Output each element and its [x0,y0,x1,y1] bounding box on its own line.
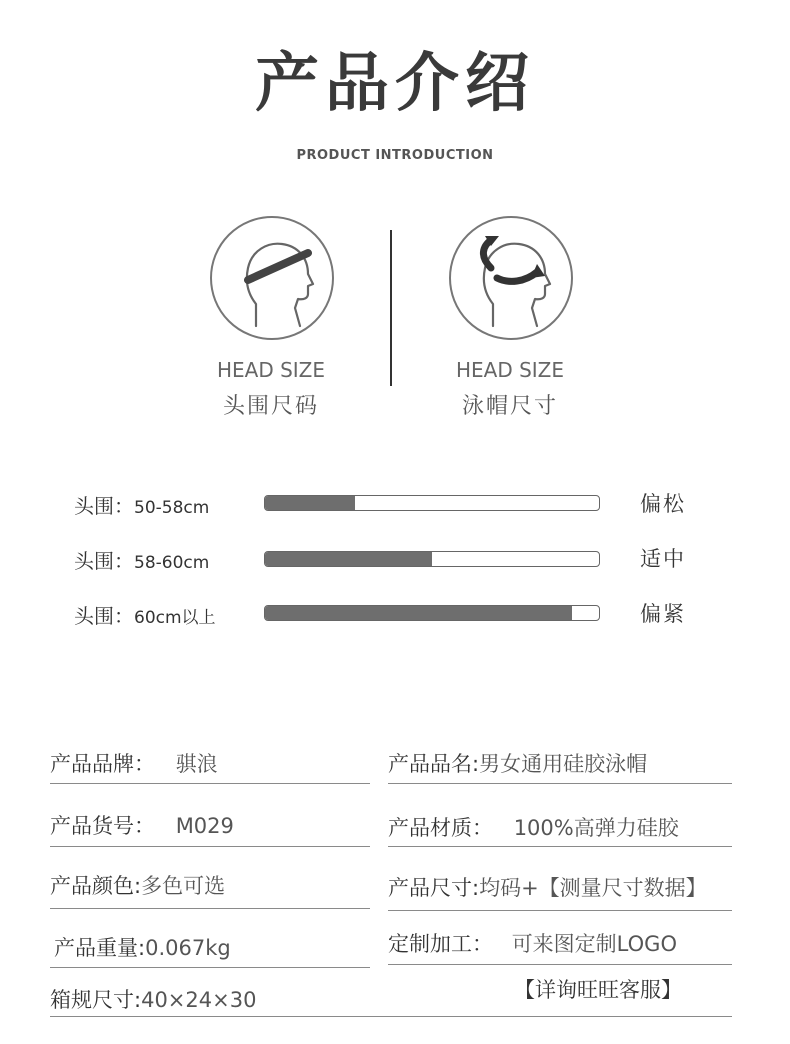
spec-size [388,872,707,902]
rule [50,783,370,784]
icon-2-title-cn: 泳帽尺寸 [461,394,558,419]
rule [388,910,732,911]
size-row-1-label [74,490,209,519]
spec-sku [50,810,234,840]
icon-2-title-en: HEAD SIZE [455,358,565,382]
spec-brand-value: 骐浪 [175,752,218,776]
size-row-1-fill [265,496,355,510]
spec-sku-value: M029 [175,814,234,838]
spec-size-label: 产品尺寸: [388,876,480,900]
spec-name-value: 男女通用硅胶泳帽 [479,752,648,776]
rule [50,1016,732,1017]
rule [388,783,732,784]
rule [50,967,370,968]
size-row-3-fit: 偏紧 [640,602,686,626]
rule [388,846,732,847]
spec-box [50,984,256,1014]
spec-color-label: 产品颜色: [50,874,142,898]
icon-1-title-en: HEAD SIZE [216,358,326,382]
size-row-2-fit: 适中 [640,547,686,571]
spec-box-value: 40×24×30 [141,988,257,1012]
size-row-3-bar [264,605,600,621]
size-row-3-prefix: 头围： [74,604,134,628]
size-row-3-fill [265,606,572,620]
spec-weight-value: 0.067kg [145,936,231,960]
icon-1-title-cn: 头围尺码 [222,394,319,419]
spec-weight-label: 产品重量: [54,936,146,960]
size-row-1-prefix: 头围： [74,494,134,518]
size-row-2-bar [264,551,600,567]
spec-color [50,870,225,900]
spec-material-value: 100%高弹力硅胶 [513,816,679,840]
size-row-1-bar [264,495,600,511]
rule [388,964,732,965]
size-row-2-fill [265,552,432,566]
spec-weight [54,932,231,962]
size-row-2-prefix: 头围： [74,549,134,573]
spec-material-label: 产品材质： [388,816,493,840]
spec-brand-label: 产品品牌： [50,752,155,776]
spec-custom-value: 可来图定制LOGO [511,932,677,956]
size-row-1-range: 50-58cm [134,498,210,518]
page-subtitle: PRODUCT INTRODUCTION [296,148,494,163]
page-title: 产品介绍 [255,47,535,121]
spec-color-value: 多色可选 [141,874,226,898]
size-row-1-fit: 偏松 [640,492,686,516]
head-measure-arrows-icon [449,216,573,340]
size-row-3-range: 60cm以上 [134,608,216,628]
rule [50,908,370,909]
spec-size-value: 均码+【测量尺寸数据】 [479,876,707,900]
spec-brand [50,748,218,778]
spec-custom [388,928,677,958]
divider [390,230,392,386]
head-band-icon [210,216,334,340]
spec-name [388,748,647,778]
spec-box-label: 箱规尺寸: [50,988,142,1012]
spec-material [388,812,679,842]
spec-custom-label: 定制加工： [388,932,493,956]
size-row-2-label [74,545,209,574]
spec-custom-note: 【详询旺旺客服】 [514,978,682,1002]
size-row-2-range: 58-60cm [134,553,210,573]
spec-name-label: 产品品名: [388,752,480,776]
size-row-3-label [74,600,216,629]
spec-sku-label: 产品货号： [50,814,155,838]
rule [50,846,370,847]
